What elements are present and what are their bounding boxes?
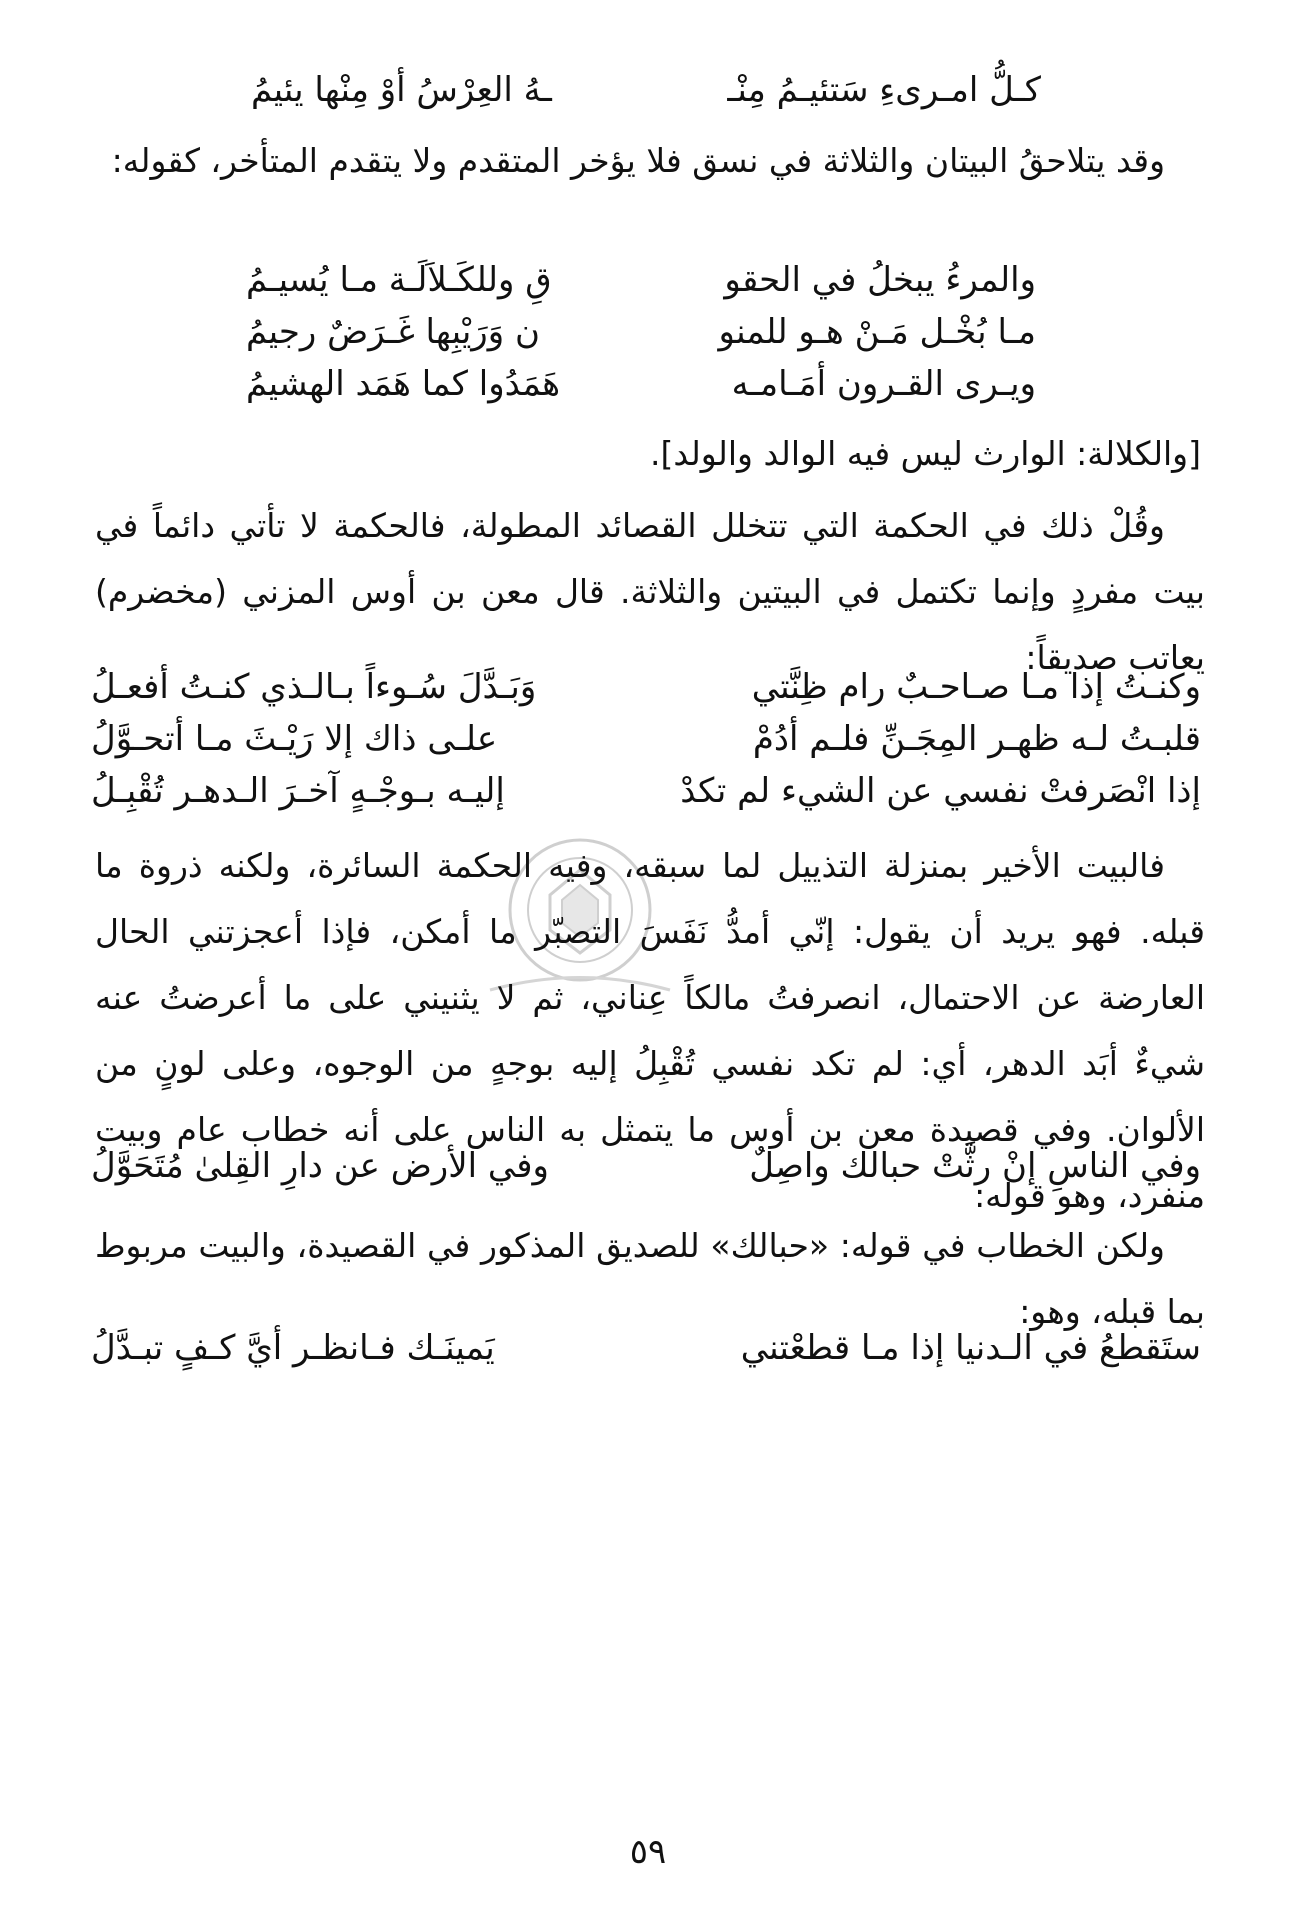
verse-hemistich-left: وَبَـدَّلَ سُـوءاً بـالـذي كنـتُ أفعـلُ [91, 667, 537, 707]
verse-line [91, 1328, 1201, 1369]
verse-hemistich-right: مـا بُخْـل مَـنْ هـو للمنو [718, 312, 1036, 352]
verse-line [91, 771, 1201, 812]
verse-hemistich-left: ـهُ العِرْسُ أوْ مِنْها يئيمُ [251, 70, 552, 110]
verse-hemistich-left: إليـه بـوجْـهٍ آخـرَ الـدهـر تُقْبِـلُ [91, 771, 505, 811]
verse-hemistich-right: وفي الناسِ إنْ رثَّتْ حبالك واصِلٌ [749, 1146, 1201, 1186]
verse-line [91, 719, 1201, 760]
verse-hemistich-right: كـلُّ امـرىءِ سَتئيـمُ مِنْـ [727, 70, 1041, 110]
paragraph-1: وقد يتلاحقُ البيتان والثلاثة في نسق فلا يؤخر المتقدم ولا يتقدم المتأخر، كقوله: [111, 141, 1165, 180]
verse-hemistich-left: علـى ذاك إلا رَيْـثَ مـا أتحـوَّلُ [91, 719, 498, 759]
verse-hemistich-right: إذا انْصَرفتْ نفسي عن الشيء لم تكدْ [680, 771, 1201, 811]
verse-line [246, 312, 1036, 353]
verse-hemistich-left: قِ وللكَـلاَلَـة مـا يُسيـمُ [246, 260, 552, 300]
verse-hemistich-left: ن وَرَيْبِها غَـرَضٌ رجيمُ [246, 312, 540, 352]
verse-hemistich-left: يَمينَـك فـانظـر أيَّ كـفٍ تبـدَّلُ [91, 1328, 495, 1368]
bracket-note: [والكلالة: الوارث ليس فيه الوالد والولد]. [650, 434, 1201, 473]
verse-line [251, 70, 1041, 111]
page-number: ٥٩ [629, 1832, 667, 1872]
verse-hemistich-right: وكنـتُ إذا مـا صـاحـبٌ رام ظِنَّتي [751, 667, 1201, 707]
paragraph-4: ولكن الخطاب في قوله: «حبالك» للصديق المذكور في القصيدة، والبيت مربوط بما قبله، وهو: [95, 1226, 1205, 1331]
paragraph-3: فالبيت الأخير بمنزلة التذييل لما سبقه، وفيه الحكمة السائرة، ولكنه ذروة ما قبله. فهو يريد أن يقول: إنّي أمدُّ نَفَسَ التصبّر ما أمكن، فإذا أعجزتني الحال العارضة عن الاحتمال، انصرفتُ مالكاً عِناني، ثم لا يثنيني على ما أعرضتُ عنه شيءٌ أبَد الدهر، أي: لم تكد نفسي تُقْبِلُ إليه بوجهٍ من الوجوه، وعلى لونٍ من الألوان. وفي قصيدة معن بن أوس ما يتمثل به الناس على أنه خطاب عام وبيت منفرد، وهو قوله: [95, 846, 1205, 1215]
verse-hemistich-left: هَمَدُوا كما هَمَد الهشيمُ [246, 364, 561, 404]
verse-hemistich-right: والمرءُ يبخلُ في الحقو [724, 260, 1036, 300]
verse-line [246, 260, 1036, 301]
verse-line [246, 364, 1036, 405]
verse-hemistich-right: قلبـتُ لـه ظهـر المِجَـنِّ فلـم أدُمْ [752, 719, 1201, 759]
verse-hemistich-right: ويـرى القـرون أمَـامـه [731, 364, 1036, 404]
verse-hemistich-left: وفي الأرض عن دارِ القِلىٰ مُتَحَوَّلُ [91, 1146, 549, 1186]
paragraph-2: وقُلْ ذلك في الحكمة التي تتخلل القصائد المطولة، فالحكمة لا تأتي دائماً في بيت مفردٍ وإنما تكتمل في البيتين والثلاثة. قال معن بن أوس المزني (مخضرم) يعاتب صديقاً: [95, 506, 1205, 677]
verse-line [91, 1146, 1201, 1187]
verse-line [91, 667, 1201, 708]
verse-hemistich-right: ستَقطعُ في الـدنيا إذا مـا قطعْتني [740, 1328, 1201, 1368]
